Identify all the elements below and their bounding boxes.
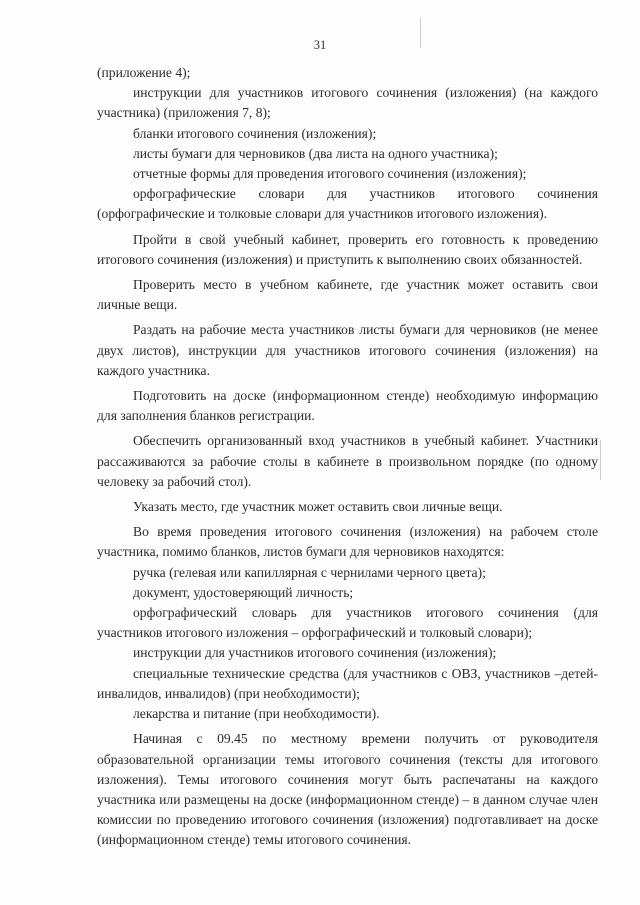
paragraph: документ, удостоверяющий личность; bbox=[133, 584, 354, 600]
paragraph: Во время проведения итогового сочинения (изложения) на рабочем столе участника, помимо бланков, листов бумаги для черновиков находятся: bbox=[97, 524, 598, 560]
paragraph: (приложение 4); bbox=[97, 65, 191, 80]
paragraph: Указать место, где участник может оставить свои личные вещи. bbox=[133, 499, 503, 515]
paragraph: бланки итогового сочинения (изложения); bbox=[133, 125, 377, 141]
paragraph: инструкции для участников итогового сочинения (изложения) (на каждого участника) (приложения 7, 8); bbox=[97, 85, 598, 121]
paragraph: Обеспечить организованный вход участников в учебный кабинет. Участники рассаживаются за рабочие столы в кабинете в произвольном порядке (по одному человеку за рабочий стол). bbox=[97, 433, 598, 489]
paragraph: орфографический словарь для участников итогового сочинения (для участников итогового изложения – орфографический и толковый словари); bbox=[97, 605, 598, 641]
paragraph: Пройти в свой учебный кабинет, проверить его готовность к проведению итогового сочинения (изложения) и приступить к выполнению своих обязанностей. bbox=[97, 231, 598, 267]
page-number: 31 bbox=[313, 38, 327, 52]
scan-artifact bbox=[420, 18, 421, 48]
paragraph: инструкции для участников итогового сочинения (изложения); bbox=[133, 645, 497, 661]
paragraph: Раздать на рабочие места участников листы бумаги для черновиков (не менее двух листов), инструкции для участников итогового сочинения (изложения) на каждого участника. bbox=[97, 322, 598, 378]
paragraph: листы бумаги для черновиков (два листа на одного участника); bbox=[133, 145, 498, 161]
document-body bbox=[97, 63, 598, 851]
paragraph: Подготовить на доске (информационном стенде) необходимую информацию для заполнения бланков регистрации. bbox=[97, 388, 598, 424]
paragraph: Проверить место в учебном кабинете, где участник может оставить свои личные вещи. bbox=[97, 277, 598, 313]
paragraph: орфографические словари для участников итогового сочинения (орфографические и толковые словари для участников итогового изложения). bbox=[97, 186, 598, 222]
paragraph: специальные технические средства (для участников с ОВЗ, участников –детей-инвалидов, инвалидов) (при необходимости); bbox=[97, 665, 598, 701]
paragraph: ручка (гелевая или капиллярная с чернилами черного цвета); bbox=[133, 564, 486, 580]
paragraph: отчетные формы для проведения итогового сочинения (изложения); bbox=[133, 166, 527, 182]
scan-artifact bbox=[600, 440, 601, 480]
paragraph: Начиная с 09.45 по местному времени получить от руководителя образовательной организации темы итогового сочинения (тексты для итогового изложения). Темы итогового сочинения могут быть распечатаны на каждого участника или размещены на доске (информационном стенде) – в данном случае член комиссии по проведению итогового сочинения (изложения) подготавливает на доске (информационном стенде) темы итогового сочинения. bbox=[97, 731, 598, 848]
paragraph: лекарства и питание (при необходимости). bbox=[133, 706, 380, 722]
